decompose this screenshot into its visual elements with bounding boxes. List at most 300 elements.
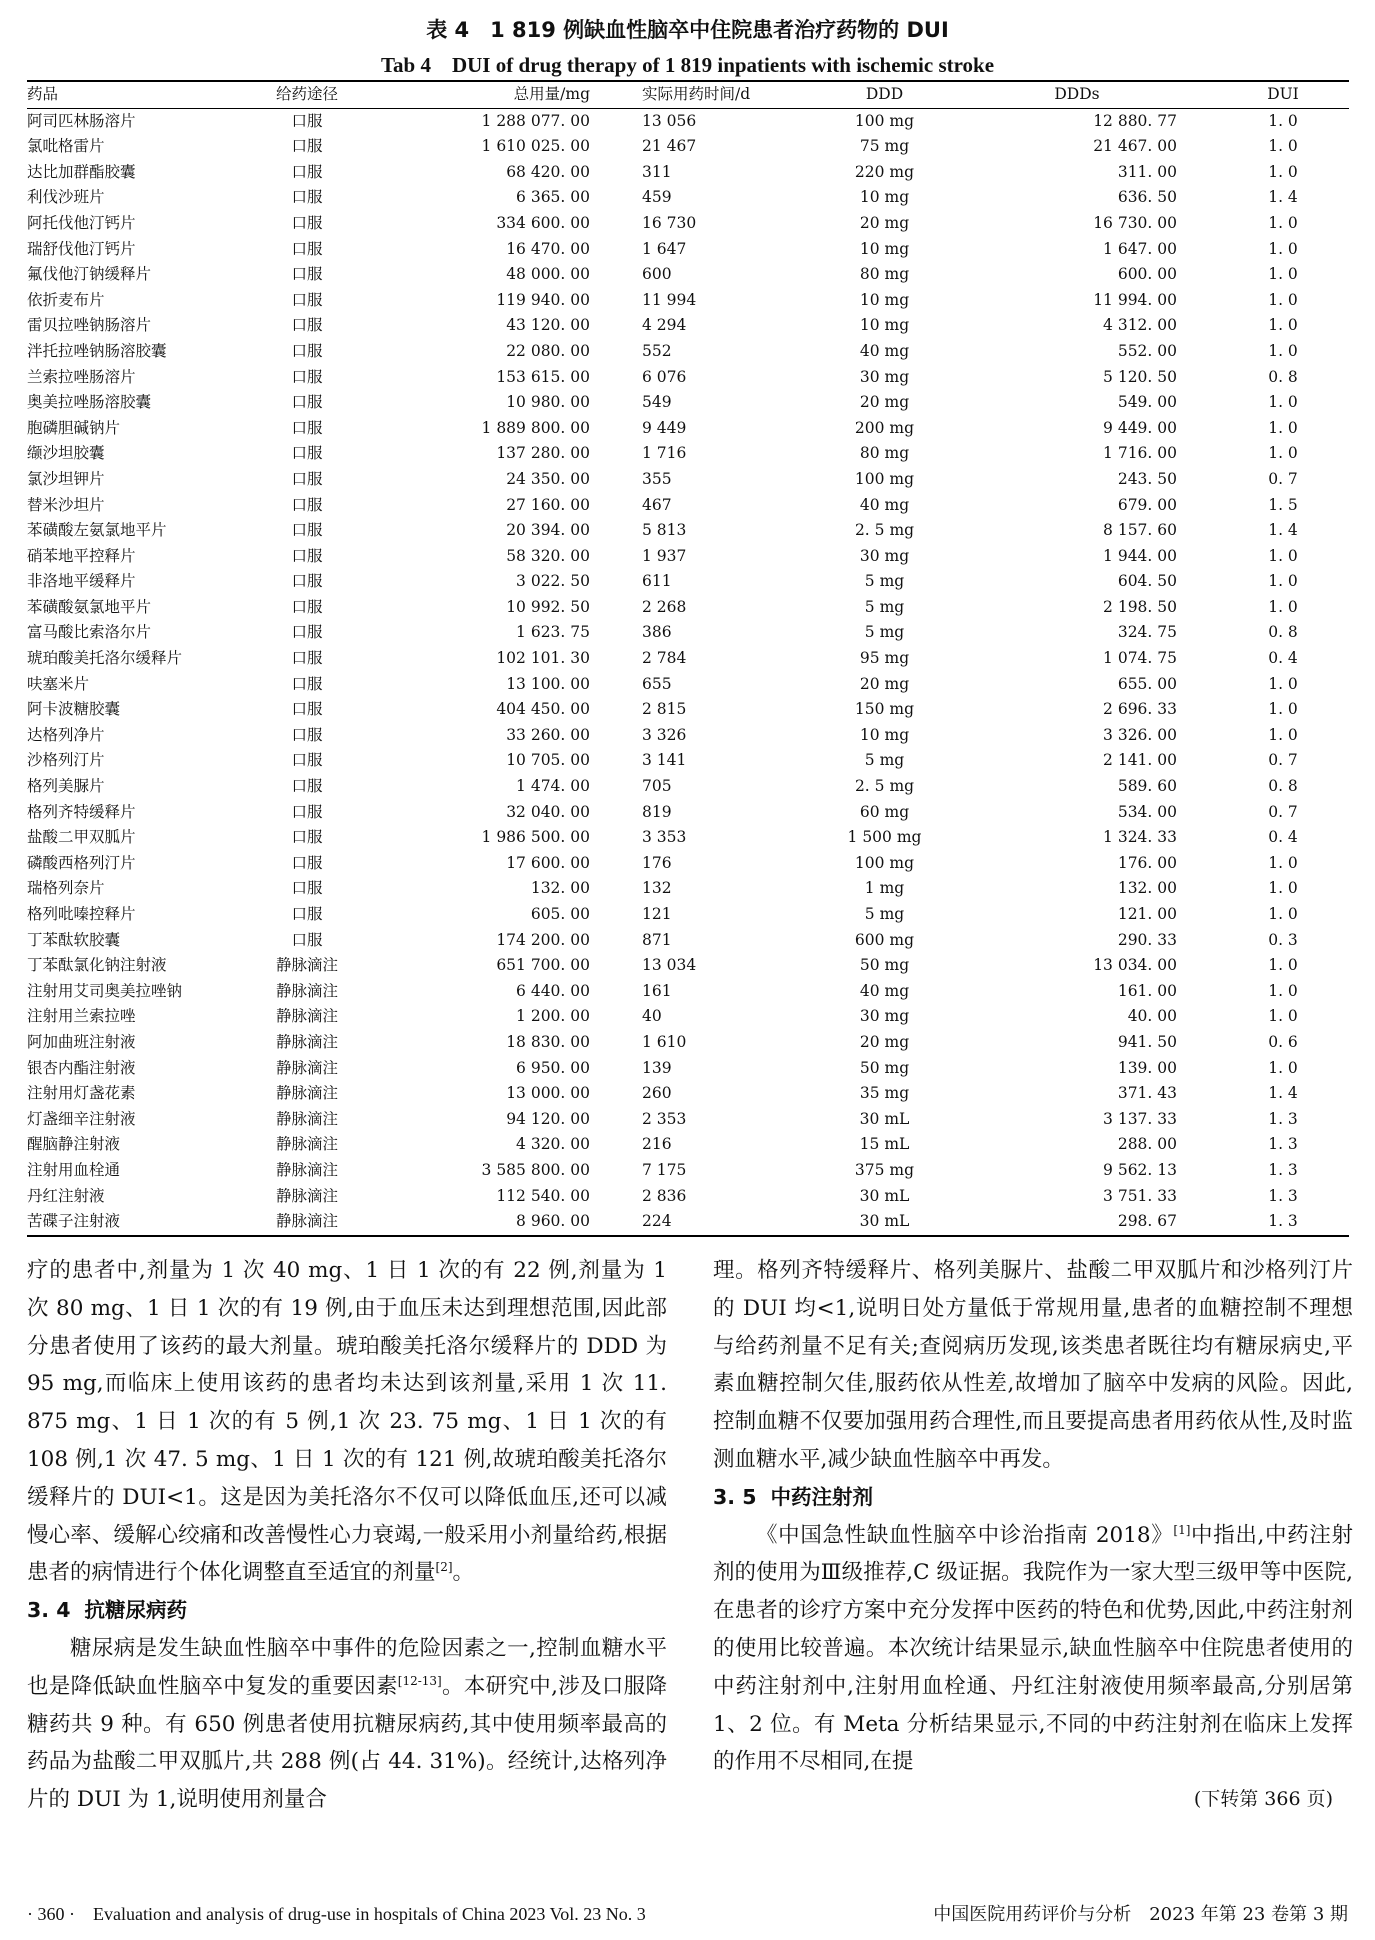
table-cell: 549	[642, 393, 672, 412]
table-cell: 1 647. 00	[1103, 239, 1177, 258]
paragraph: 糖尿病是发生缺血性脑卒中事件的危险因素之一,控制血糖水平也是降低缺血性脑卒中复发的重要因素[12-13]。本研究中,涉及口服降糖药共 9 种。有 650 例患者使用抗糖尿病药,其中使用频率最高的药品为盐酸二甲双胍片,共 288 例(占 44. 31%)。经统计,达格列净片的 DUI 为 1,说明使用剂量合	[27, 1635, 667, 1813]
table-cell: 口服	[291, 367, 323, 386]
table-cell: 1 623. 75	[516, 623, 590, 642]
table-cell: 7 175	[642, 1160, 687, 1179]
table-cell: 4 320. 00	[516, 1135, 590, 1154]
table-cell: 琥珀酸美托洛尔缓释片	[27, 649, 183, 668]
table-row	[27, 1056, 1349, 1082]
table-cell: 132. 00	[530, 879, 590, 898]
table-cell: 口服	[291, 239, 323, 258]
table-row	[27, 825, 1349, 851]
table-cell: 636. 50	[1117, 188, 1177, 207]
table-cell: 3 022. 50	[516, 572, 590, 591]
section-heading-3-4: 3. 4 抗糖尿病药	[27, 1598, 187, 1623]
table-cell: 119 940. 00	[496, 290, 590, 309]
continued-note: (下转第 366 页)	[1193, 1788, 1333, 1811]
table-cell: 1. 0	[1268, 265, 1298, 284]
table-cell: 386	[642, 623, 672, 642]
table-cell: 1 074. 75	[1103, 649, 1177, 668]
table-cell: 4 294	[642, 316, 687, 335]
table-cell: 1 610 025. 00	[481, 137, 590, 156]
table-cell: 80 mg	[859, 265, 910, 284]
table-cell: 1. 0	[1268, 111, 1298, 130]
table-cell: 100 mg	[854, 469, 915, 488]
table-cell: 注射用兰索拉唑	[27, 1007, 136, 1026]
table-header-row	[27, 81, 1349, 108]
table-cell: 氯吡格雷片	[27, 137, 105, 156]
table-cell: 1. 0	[1268, 1058, 1298, 1077]
header-ddds: DDDs	[1054, 85, 1100, 103]
table-row	[27, 237, 1349, 263]
table-cell: 9 449. 00	[1103, 418, 1177, 437]
table-cell: 0. 7	[1268, 802, 1298, 821]
table-cell: 600 mg	[854, 930, 915, 949]
table-cell: 口服	[291, 290, 323, 309]
table-cell: 132	[642, 879, 672, 898]
table-cell: 95 mg	[859, 649, 910, 668]
table-cell: 112 540. 00	[496, 1186, 590, 1205]
table-cell: 口服	[291, 905, 323, 923]
table-cell: 355	[642, 469, 672, 488]
table-cell: 2 784	[642, 649, 687, 668]
table-cell: 灯盏细辛注射液	[27, 1109, 136, 1128]
table-cell: 324. 75	[1117, 623, 1177, 642]
table-cell: 10 992. 50	[506, 597, 590, 616]
table-cell: 注射用血栓通	[27, 1160, 121, 1179]
table-cell: 兰索拉唑肠溶片	[27, 367, 136, 386]
table-cell: 达比加群酯胶囊	[27, 162, 136, 181]
citation: [2]	[435, 1560, 453, 1575]
table-cell: 404 450. 00	[496, 700, 590, 719]
table-cell: 丁苯酞软胶囊	[27, 930, 121, 949]
table-row	[27, 979, 1349, 1005]
table-cell: 10 mg	[859, 725, 910, 744]
table-cell: 552	[642, 341, 672, 360]
table-cell: 注射用艾司奥美拉唑钠	[27, 981, 183, 1000]
table-cell: 注射用灯盏花素	[27, 1084, 136, 1103]
table-row	[27, 1030, 1349, 1056]
table-cell: 12 880. 77	[1093, 111, 1177, 130]
table-cell: 1. 0	[1268, 162, 1298, 181]
table-caption-en: Tab 4 DUI of drug therapy of 1 819 inpatients with ischemic stroke	[380, 53, 995, 77]
table-row	[27, 313, 1349, 339]
table-cell: 871	[642, 930, 672, 949]
table-cell: 50 mg	[859, 956, 910, 975]
table-cell: 口服	[291, 674, 323, 693]
table-cell: 口服	[291, 393, 323, 412]
table-cell: 6 950. 00	[516, 1058, 590, 1077]
table-row	[27, 339, 1349, 365]
table-cell: 硝苯地平控释片	[27, 546, 136, 565]
table-cell: 17 600. 00	[506, 853, 590, 872]
table-cell: 静脉滴注	[275, 1186, 338, 1205]
table-cell: 651 700. 00	[496, 956, 590, 975]
table-cell: 口服	[291, 444, 323, 463]
table-row	[27, 390, 1349, 416]
table-cell: 18 830. 00	[506, 1032, 590, 1051]
table-cell: 655	[642, 674, 672, 693]
table-cell: 阿卡波糖胶囊	[27, 700, 121, 719]
table-cell: 40 mg	[859, 341, 910, 360]
table-cell: 604. 50	[1117, 572, 1177, 591]
table-cell: 679. 00	[1117, 495, 1177, 514]
table-cell: 2 836	[642, 1186, 687, 1205]
table-cell: 3 326	[642, 725, 687, 744]
table-cell: 替米沙坦片	[27, 495, 105, 514]
paragraph: 《中国急性缺血性脑卒中诊治指南 2018》[1]中指出,中药注射剂的使用为Ⅲ级推荐,C 级证据。我院作为一家大型三级甲等中医院,在患者的诊疗方案中充分发挥中医药的特色和优势,因此,中药注射剂的使用比较普遍。本次统计结果显示,缺血性脑卒中住院患者使用的中药注射剂中,注射用血栓通、丹红注射液使用频率最高,分别居第 1、2 位。有 Meta 分析结果显示,不同的中药注射剂在临床上发挥的作用不尽相同,在提	[713, 1522, 1353, 1775]
table-row	[27, 876, 1349, 902]
table-cell: 100 mg	[854, 111, 915, 130]
table-cell: 苦碟子注射液	[27, 1212, 121, 1231]
table-cell: 58 320. 00	[506, 546, 590, 565]
table-row	[27, 569, 1349, 595]
table-cell: 611	[642, 572, 672, 591]
table-cell: 94 120. 00	[506, 1109, 590, 1128]
table-cell: 30 mg	[859, 367, 910, 386]
table-cell: 30 mg	[859, 546, 910, 565]
table-cell: 1. 0	[1268, 725, 1298, 744]
table-cell: 4 312. 00	[1103, 316, 1177, 335]
table-cell: 阿加曲班注射液	[27, 1032, 136, 1051]
right-column	[713, 1252, 1353, 1817]
table-cell: 43 120. 00	[506, 316, 590, 335]
table-row	[27, 748, 1349, 774]
paragraph: 理。格列齐特缓释片、格列美脲片、盐酸二甲双胍片和沙格列汀片的 DUI 均<1,说明日处方量低于常规用量,患者的血糖控制不理想与给药剂量不足有关;查阅病历发现,该类患者既往均有糖尿病史,平素血糖控制欠佳,服药依从性差,故增加了脑卒中发病的风险。因此,控制血糖不仅要加强用药合理性,而且要提高患者用药依从性,及时监测血糖水平,减少缺血性脑卒中再发。	[713, 1258, 1353, 1472]
table-cell: 10 mg	[859, 188, 910, 207]
table-cell: 1 937	[642, 546, 687, 565]
table-cell: 口服	[291, 162, 323, 181]
table-cell: 605. 00	[530, 905, 590, 923]
table-cell: 泮托拉唑钠肠溶胶囊	[27, 341, 167, 360]
table-cell: 5 mg	[864, 751, 905, 770]
table-cell: 176	[642, 853, 672, 872]
table-cell: 依折麦布片	[27, 290, 105, 309]
table-cell: 格列美脲片	[27, 777, 105, 796]
drug-dui-table	[27, 80, 1349, 1237]
table-cell: 589. 60	[1117, 777, 1177, 796]
table-cell: 2 353	[642, 1109, 687, 1128]
table-cell: 600	[642, 265, 672, 284]
table-cell: 格列齐特缓释片	[27, 802, 136, 821]
table-cell: 0. 3	[1268, 930, 1298, 949]
table-cell: 1. 4	[1268, 1084, 1298, 1103]
table-cell: 16 470. 00	[506, 239, 590, 258]
table-cell: 胞磷胆碱钠片	[27, 418, 121, 437]
table-row	[27, 518, 1349, 544]
table-body	[27, 108, 1349, 1236]
table-cell: 220 mg	[854, 162, 915, 181]
table-cell: 3 141	[642, 751, 687, 770]
table-row	[27, 723, 1349, 749]
table-cell: 阿司匹林肠溶片	[27, 111, 136, 130]
table-cell: 600. 00	[1117, 265, 1177, 284]
table-cell: 16 730. 00	[1093, 213, 1177, 232]
table-row	[27, 1184, 1349, 1210]
table-cell: 1. 0	[1268, 137, 1298, 156]
table-row	[27, 902, 1349, 928]
table-cell: 瑞格列奈片	[27, 879, 105, 898]
table-cell: 口服	[291, 777, 323, 796]
table-cell: 静脉滴注	[275, 1135, 338, 1154]
table-cell: 1. 4	[1268, 188, 1298, 207]
table-cell: 2 268	[642, 597, 687, 616]
table-cell: 口服	[291, 853, 323, 872]
table-cell: 139. 00	[1117, 1058, 1177, 1077]
table-cell: 153 615. 00	[496, 367, 590, 386]
table-cell: 静脉滴注	[275, 1084, 338, 1103]
table-cell: 1. 0	[1268, 572, 1298, 591]
table-cell: 静脉滴注	[275, 1160, 338, 1179]
table-cell: 1 889 800. 00	[481, 418, 590, 437]
table-cell: 150 mg	[854, 700, 915, 719]
table-cell: 1 986 500. 00	[481, 828, 590, 847]
table-cell: 口服	[291, 623, 323, 642]
table-cell: 40. 00	[1127, 1007, 1177, 1026]
table-cell: 0. 8	[1268, 367, 1298, 386]
table-cell: 467	[642, 495, 672, 514]
table-cell: 137 280. 00	[496, 444, 590, 463]
table-cell: 口服	[291, 725, 323, 744]
table-row	[27, 185, 1349, 211]
table-cell: 311. 00	[1117, 162, 1177, 181]
table-cell: 132. 00	[1117, 879, 1177, 898]
table-cell: 21 467. 00	[1093, 137, 1177, 156]
table-cell: 1. 0	[1268, 700, 1298, 719]
table-cell: 705	[642, 777, 672, 796]
table-cell: 0. 7	[1268, 469, 1298, 488]
table-cell: 0. 8	[1268, 623, 1298, 642]
table-cell: 2. 5 mg	[854, 521, 915, 540]
table-row	[27, 211, 1349, 237]
table-cell: 334 600. 00	[496, 213, 590, 232]
table-cell: 27 160. 00	[506, 495, 590, 514]
table-cell: 941. 50	[1117, 1032, 1177, 1051]
table-cell: 121	[642, 905, 672, 923]
table-cell: 1. 0	[1268, 1007, 1298, 1026]
section-heading-3-5: 3. 5 中药注射剂	[713, 1484, 873, 1509]
header-dui: DUI	[1267, 85, 1299, 103]
table-cell: 161. 00	[1117, 981, 1177, 1000]
table-cell: 静脉滴注	[275, 1032, 338, 1051]
header-route: 给药途径	[275, 85, 338, 103]
table-cell: 3 137. 33	[1103, 1109, 1177, 1128]
table-cell: 口服	[291, 700, 323, 719]
paragraph: 疗的患者中,剂量为 1 次 40 mg、1 日 1 次的有 22 例,剂量为 1 次 80 mg、1 日 1 次的有 19 例,由于血压未达到理想范围,因此部分患者使用了该药的最大剂量。琥珀酸美托洛尔缓释片的 DDD 为 95 mg,而临床上使用该药的患者均未达到该剂量,采用 1 次 11. 875 mg、1 日 1 次的有 5 例,1 次 23. 75 mg、1 日 1 次的有 108 例,1 次 47. 5 mg、1 日 1 次的有 121 例,故琥珀酸美托洛尔缓释片的 DUI<1。这是因为美托洛尔不仅可以降低血压,还可以减慢心率、缓解心绞痛和改善慢性心力衰竭,一般采用小剂量给药,根据患者的病情进行个体化调整直至适宜的剂量[2]。	[27, 1258, 667, 1586]
table-cell: 224	[642, 1212, 672, 1231]
table-cell: 1. 5	[1268, 495, 1298, 514]
table-cell: 口服	[291, 265, 323, 284]
citation: [12-13]	[397, 1673, 442, 1688]
table-cell: 21 467	[642, 137, 697, 156]
table-cell: 10 mg	[859, 239, 910, 258]
table-row	[27, 416, 1349, 442]
table-cell: 静脉滴注	[275, 1109, 338, 1128]
header-days: 实际用药时间/d	[642, 85, 751, 103]
table-row	[27, 1107, 1349, 1133]
table-cell: 0. 8	[1268, 777, 1298, 796]
table-cell: 3 585 800. 00	[481, 1160, 590, 1179]
table-cell: 13 056	[642, 111, 697, 130]
table-cell: 3 751. 33	[1103, 1186, 1177, 1205]
table-cell: 氯沙坦钾片	[27, 469, 105, 488]
table-cell: 243. 50	[1117, 469, 1177, 488]
table-row	[27, 800, 1349, 826]
table-cell: 丹红注射液	[27, 1186, 105, 1205]
table-row	[27, 108, 1349, 134]
table-cell: 20 mg	[859, 1032, 910, 1051]
table-cell: 9 449	[642, 418, 687, 437]
table-cell: 200 mg	[854, 418, 915, 437]
table-cell: 苯磺酸氨氯地平片	[27, 597, 152, 616]
table-row	[27, 620, 1349, 646]
table-cell: 288. 00	[1117, 1135, 1177, 1154]
table-cell: 1. 0	[1268, 239, 1298, 258]
table-cell: 11 994	[642, 290, 697, 309]
table-cell: 139	[642, 1058, 672, 1077]
table-cell: 48 000. 00	[506, 265, 590, 284]
table-cell: 80 mg	[859, 444, 910, 463]
table-row	[27, 467, 1349, 493]
table-cell: 奥美拉唑肠溶胶囊	[27, 393, 152, 412]
table-cell: 100 mg	[854, 853, 915, 872]
table-cell: 9 562. 13	[1103, 1160, 1177, 1179]
table-cell: 静脉滴注	[275, 1058, 338, 1077]
table-cell: 1. 3	[1268, 1109, 1298, 1128]
table-cell: 311	[642, 162, 672, 181]
table-cell: 静脉滴注	[275, 1212, 338, 1231]
table-cell: 0. 7	[1268, 751, 1298, 770]
table-cell: 1. 0	[1268, 981, 1298, 1000]
table-cell: 口服	[291, 546, 323, 565]
table-cell: 1. 0	[1268, 674, 1298, 693]
table-cell: 3 353	[642, 828, 687, 847]
table-cell: 1. 0	[1268, 444, 1298, 463]
table-cell: 11 994. 00	[1093, 290, 1177, 309]
table-row	[27, 672, 1349, 698]
table-cell: 30 mL	[859, 1109, 910, 1128]
table-cell: 1. 0	[1268, 879, 1298, 898]
table-row	[27, 953, 1349, 979]
table-cell: 醒脑静注射液	[27, 1135, 121, 1154]
table-cell: 丁苯酞氯化钠注射液	[27, 956, 167, 975]
table-cell: 口服	[291, 828, 323, 847]
table-cell: 50 mg	[859, 1058, 910, 1077]
footer-journal-en: · 360 · Evaluation and analysis of drug-use in hospitals of China 2023 Vol. 23 No. 3	[27, 1904, 646, 1924]
table-row	[27, 288, 1349, 314]
table-cell: 1. 0	[1268, 905, 1298, 923]
table-cell: 10 705. 00	[506, 751, 590, 770]
table-cell: 1. 0	[1268, 418, 1298, 437]
left-column	[27, 1252, 667, 1819]
table-cell: 5 813	[642, 521, 687, 540]
table-cell: 60 mg	[859, 802, 910, 821]
table-row	[27, 134, 1349, 160]
table-cell: 8 960. 00	[516, 1212, 590, 1231]
table-cell: 0. 4	[1268, 828, 1298, 847]
table-cell: 552. 00	[1117, 341, 1177, 360]
table-cell: 1. 0	[1268, 546, 1298, 565]
table-cell: 沙格列汀片	[27, 751, 105, 770]
table-row	[27, 774, 1349, 800]
table-cell: 8 157. 60	[1103, 521, 1177, 540]
table-cell: 2. 5 mg	[854, 777, 915, 796]
table-cell: 口服	[291, 572, 323, 591]
table-row	[27, 1081, 1349, 1107]
footer-journal-cn: 中国医院用药评价与分析 2023 年第 23 卷第 3 期	[933, 1904, 1348, 1925]
table-cell: 216	[642, 1135, 672, 1154]
table-cell: 口服	[291, 649, 323, 668]
table-cell: 口服	[291, 316, 323, 335]
table-cell: 口服	[291, 597, 323, 616]
table-cell: 20 394. 00	[506, 521, 590, 540]
table-cell: 1 610	[642, 1032, 687, 1051]
table-cell: 102 101. 30	[496, 649, 590, 668]
table-row	[27, 697, 1349, 723]
table-cell: 13 100. 00	[506, 674, 590, 693]
table-cell: 口服	[291, 751, 323, 770]
table-row	[27, 262, 1349, 288]
table-cell: 1. 0	[1268, 316, 1298, 335]
table-cell: 富马酸比索洛尔片	[27, 623, 152, 642]
table-row	[27, 544, 1349, 570]
table-cell: 20 mg	[859, 213, 910, 232]
table-cell: 1. 0	[1268, 853, 1298, 872]
table-cell: 磷酸西格列汀片	[27, 853, 136, 872]
table-cell: 雷贝拉唑钠肠溶片	[27, 316, 152, 335]
table-cell: 1 944. 00	[1103, 546, 1177, 565]
table-cell: 75 mg	[859, 137, 910, 156]
table-cell: 口服	[291, 137, 323, 156]
table-cell: 459	[642, 188, 672, 207]
table-row	[27, 493, 1349, 519]
table-caption-cn: 表 4 1 819 例缺血性脑卒中住院患者治疗药物的 DUI	[426, 18, 949, 42]
table-cell: 口服	[291, 469, 323, 488]
table-cell: 68 420. 00	[506, 162, 590, 181]
table-cell: 298. 67	[1117, 1212, 1177, 1231]
table-row	[27, 1132, 1349, 1158]
table-cell: 13 034	[642, 956, 697, 975]
table-cell: 1 mg	[864, 879, 905, 898]
table-row	[27, 1158, 1349, 1184]
table-row	[27, 851, 1349, 877]
table-cell: 5 120. 50	[1103, 367, 1177, 386]
table-cell: 20 mg	[859, 674, 910, 693]
table-row	[27, 1209, 1349, 1236]
table-cell: 5 mg	[864, 572, 905, 591]
table-row	[27, 646, 1349, 672]
table-cell: 1 288 077. 00	[481, 111, 590, 130]
table-cell: 1 474. 00	[516, 777, 590, 796]
table-cell: 达格列净片	[27, 725, 105, 744]
table-cell: 174 200. 00	[496, 930, 590, 949]
table-cell: 口服	[291, 802, 323, 821]
table-cell: 格列吡嗪控释片	[27, 905, 136, 923]
table-cell: 33 260. 00	[506, 725, 590, 744]
table-cell: 40 mg	[859, 981, 910, 1000]
table-cell: 3 326. 00	[1103, 725, 1177, 744]
table-row	[27, 365, 1349, 391]
table-cell: 1 200. 00	[516, 1007, 590, 1026]
table-cell: 口服	[291, 495, 323, 514]
table-cell: 0. 4	[1268, 649, 1298, 668]
table-cell: 15 mL	[859, 1135, 910, 1154]
table-cell: 176. 00	[1117, 853, 1177, 872]
table-cell: 口服	[291, 188, 323, 207]
table-cell: 24 350. 00	[506, 469, 590, 488]
table-cell: 655. 00	[1117, 674, 1177, 693]
table-cell: 1. 0	[1268, 341, 1298, 360]
table-cell: 盐酸二甲双胍片	[27, 828, 136, 847]
